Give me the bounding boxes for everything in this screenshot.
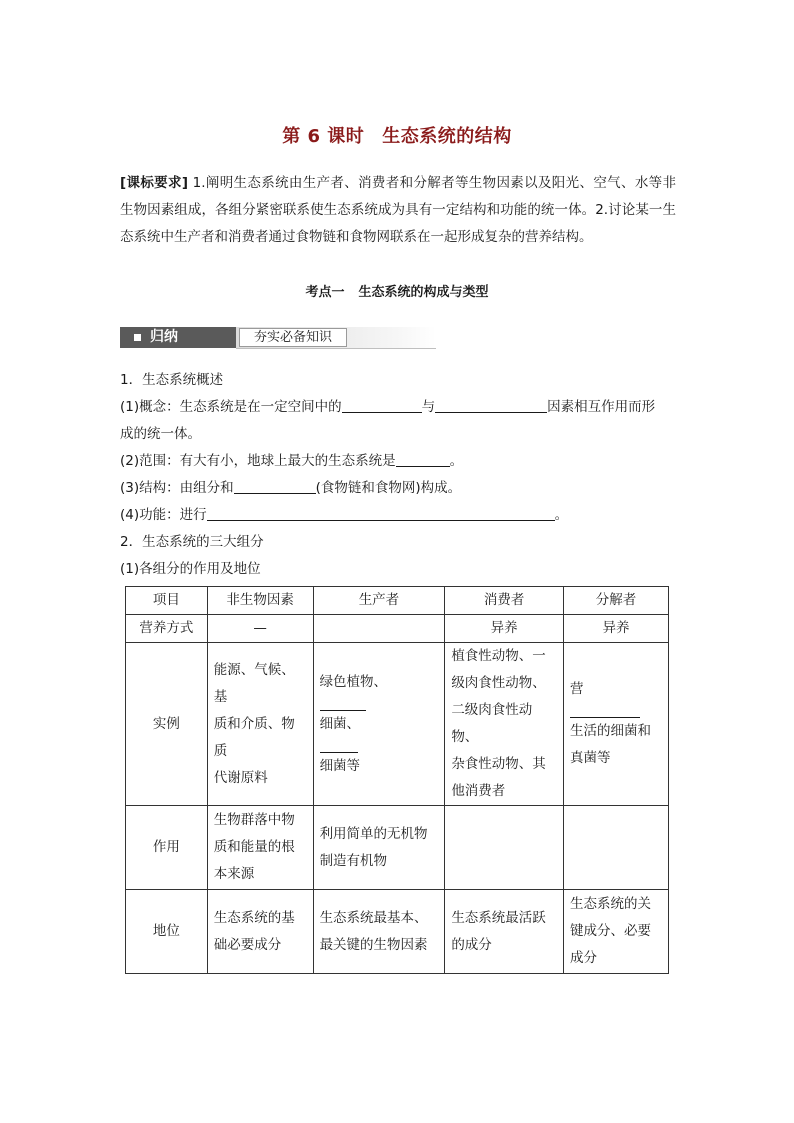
header-cell: 生产者 bbox=[313, 587, 445, 615]
curriculum-requirements bbox=[120, 170, 676, 251]
heading-components: 2．生态系统的三大组分 bbox=[120, 534, 264, 550]
banner-subtitle: 夯实必备知识 bbox=[239, 328, 347, 347]
table-cell: 营 生活的细菌和 真菌等 bbox=[564, 643, 669, 806]
page-title: 第 6 课时 生态系统的结构 bbox=[282, 126, 512, 147]
concept-line: (1)概念：生态系统是在一定空间中的 与 因素相互作用而形 bbox=[120, 399, 656, 415]
row-label: 作用 bbox=[126, 806, 208, 890]
summary-banner bbox=[120, 327, 436, 349]
requirements-text: 1.阐明生态系统由生产者、消费者和分解者等生物因素以及阳光、空气、水等非生物因素组成，各组分紧密联系使生态系统成为具有一定结构和功能的统一体。2.讨论某一生态系统中生产者和消费者通过食物链和食物网联系在一起形成复杂的营养结构。 bbox=[120, 175, 676, 245]
blank-function bbox=[207, 506, 555, 521]
table-row bbox=[126, 890, 669, 974]
function-line: (4)功能：进行 。 bbox=[120, 507, 569, 523]
table-cell: 生态系统的关 键成分、必要 成分 bbox=[564, 890, 669, 974]
row-label: 营养方式 bbox=[126, 615, 208, 643]
header-cell: 分解者 bbox=[564, 587, 669, 615]
section-heading: 考点一 生态系统的构成与类型 bbox=[305, 285, 489, 300]
banner-label: 归纳 bbox=[120, 327, 236, 348]
header-cell: 非生物因素 bbox=[207, 587, 313, 615]
blank-biosphere bbox=[396, 452, 450, 467]
components-table bbox=[125, 586, 669, 974]
table-cell: — bbox=[207, 615, 313, 643]
blank-biotic bbox=[342, 398, 422, 413]
square-bullet-icon bbox=[134, 334, 141, 341]
table-cell: 异养 bbox=[564, 615, 669, 643]
blank-abiotic bbox=[435, 398, 547, 413]
table-row bbox=[126, 643, 669, 806]
blank-decomposer bbox=[570, 703, 640, 718]
requirements-tag: [课标要求] bbox=[120, 175, 189, 191]
blank-producer-2 bbox=[320, 738, 358, 753]
row-label: 实例 bbox=[126, 643, 208, 806]
heading-roles: (1)各组分的作用及地位 bbox=[120, 561, 261, 577]
row-label: 地位 bbox=[126, 890, 208, 974]
blank-producer-1 bbox=[320, 696, 366, 711]
table-cell: 生物群落中物 质和能量的根 本来源 bbox=[207, 806, 313, 890]
table-cell-blank bbox=[564, 806, 669, 890]
table-cell: 生态系统最活跃 的成分 bbox=[445, 890, 564, 974]
concept-line-2: 成的统一体。 bbox=[120, 426, 201, 442]
scope-line: (2)范围：有大有小，地球上最大的生态系统是 。 bbox=[120, 453, 464, 469]
heading-overview: 1．生态系统概述 bbox=[120, 372, 224, 388]
blank-nutrition-structure bbox=[234, 479, 316, 494]
table-row bbox=[126, 806, 669, 890]
table-header-row bbox=[126, 587, 669, 615]
header-cell: 项目 bbox=[126, 587, 208, 615]
table-row bbox=[126, 615, 669, 643]
table-cell-blank bbox=[445, 806, 564, 890]
table-cell-blank bbox=[313, 615, 445, 643]
table-cell: 植食性动物、一 级肉食性动物、 二级肉食性动物、 杂食性动物、其 他消费者 bbox=[445, 643, 564, 806]
structure-line: (3)结构：由组分和 (食物链和食物网)构成。 bbox=[120, 480, 462, 496]
table-cell: 绿色植物、 细菌、 细菌等 bbox=[313, 643, 445, 806]
table-cell: 利用简单的无机物 制造有机物 bbox=[313, 806, 445, 890]
table-cell: 生态系统的基 础必要成分 bbox=[207, 890, 313, 974]
table-cell: 能源、气候、基 质和介质、物质 代谢原料 bbox=[207, 643, 313, 806]
table-cell: 生态系统最基本、 最关键的生物因素 bbox=[313, 890, 445, 974]
header-cell: 消费者 bbox=[445, 587, 564, 615]
table-cell: 异养 bbox=[445, 615, 564, 643]
